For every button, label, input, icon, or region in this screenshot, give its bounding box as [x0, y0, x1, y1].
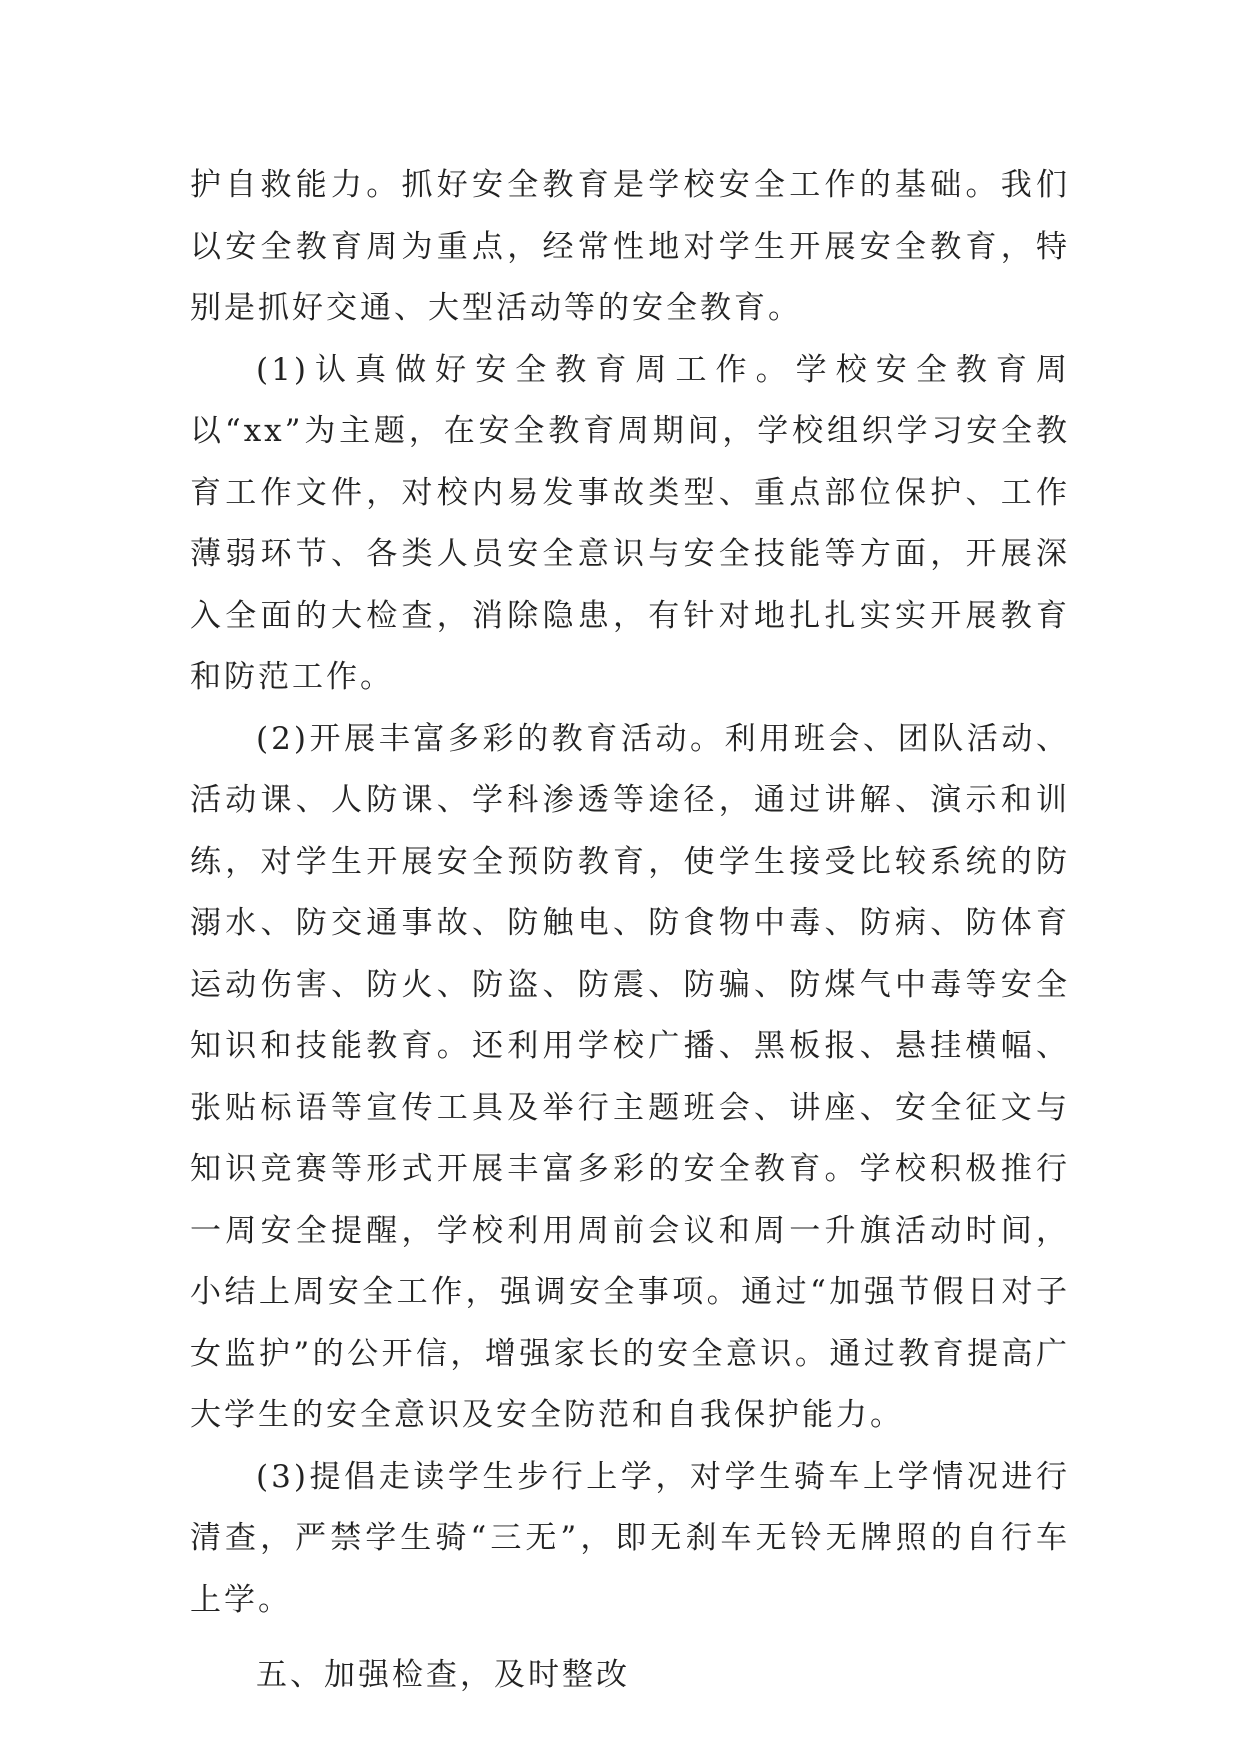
paragraph-item-1: (1)认真做好安全教育周工作。学校安全教育周以“xx”为主题，在安全教育周期间，学校组织学习安全教育工作文件，对校内易发事故类型、重点部位保护、工作薄弱环节、各类人员安全意识与安全技能等方面，开展深入全面的大检查，消除隐患，有针对地扎扎实实开展教育和防范工作。	[190, 351, 1070, 695]
paragraph-continuation: 护自救能力。抓好安全教育是学校安全工作的基础。我们以安全教育周为重点，经常性地对学生开展安全教育，特别是抓好交通、大型活动等的安全教育。	[190, 167, 1070, 326]
paragraph-item-3: (3)提倡走读学生步行上学，对学生骑车上学情况进行清查，严禁学生骑“三无”，即无刹车无铃无牌照的自行车上学。	[190, 1458, 1070, 1618]
paragraph-item-2: (2)开展丰富多彩的教育活动。利用班会、团队活动、活动课、人防课、学科渗透等途径，通过讲解、演示和训练，对学生开展安全预防教育，使学生接受比较系统的防溺水、防交通事故、防触电、防食物中毒、防病、防体育运动伤害、防火、防盗、防震、防骗、防煤气中毒等安全知识和技能教育。还利用学校广播、黑板报、悬挂横幅、张贴标语等宣传工具及举行主题班会、讲座、安全征文与知识竞赛等形式开展丰富多彩的安全教育。学校积极推行一周安全提醒，学校利用周前会议和周一升旗活动时间，小结上周安全工作，强调安全事项。通过“加强节假日对子女监护”的公开信，增强家长的安全意识。通过教育提高广大学生的安全意识及安全防范和自我保护能力。	[190, 720, 1070, 1433]
document-body	[190, 155, 1070, 1707]
section-heading: 五、加强检查，及时整改	[256, 1657, 630, 1693]
